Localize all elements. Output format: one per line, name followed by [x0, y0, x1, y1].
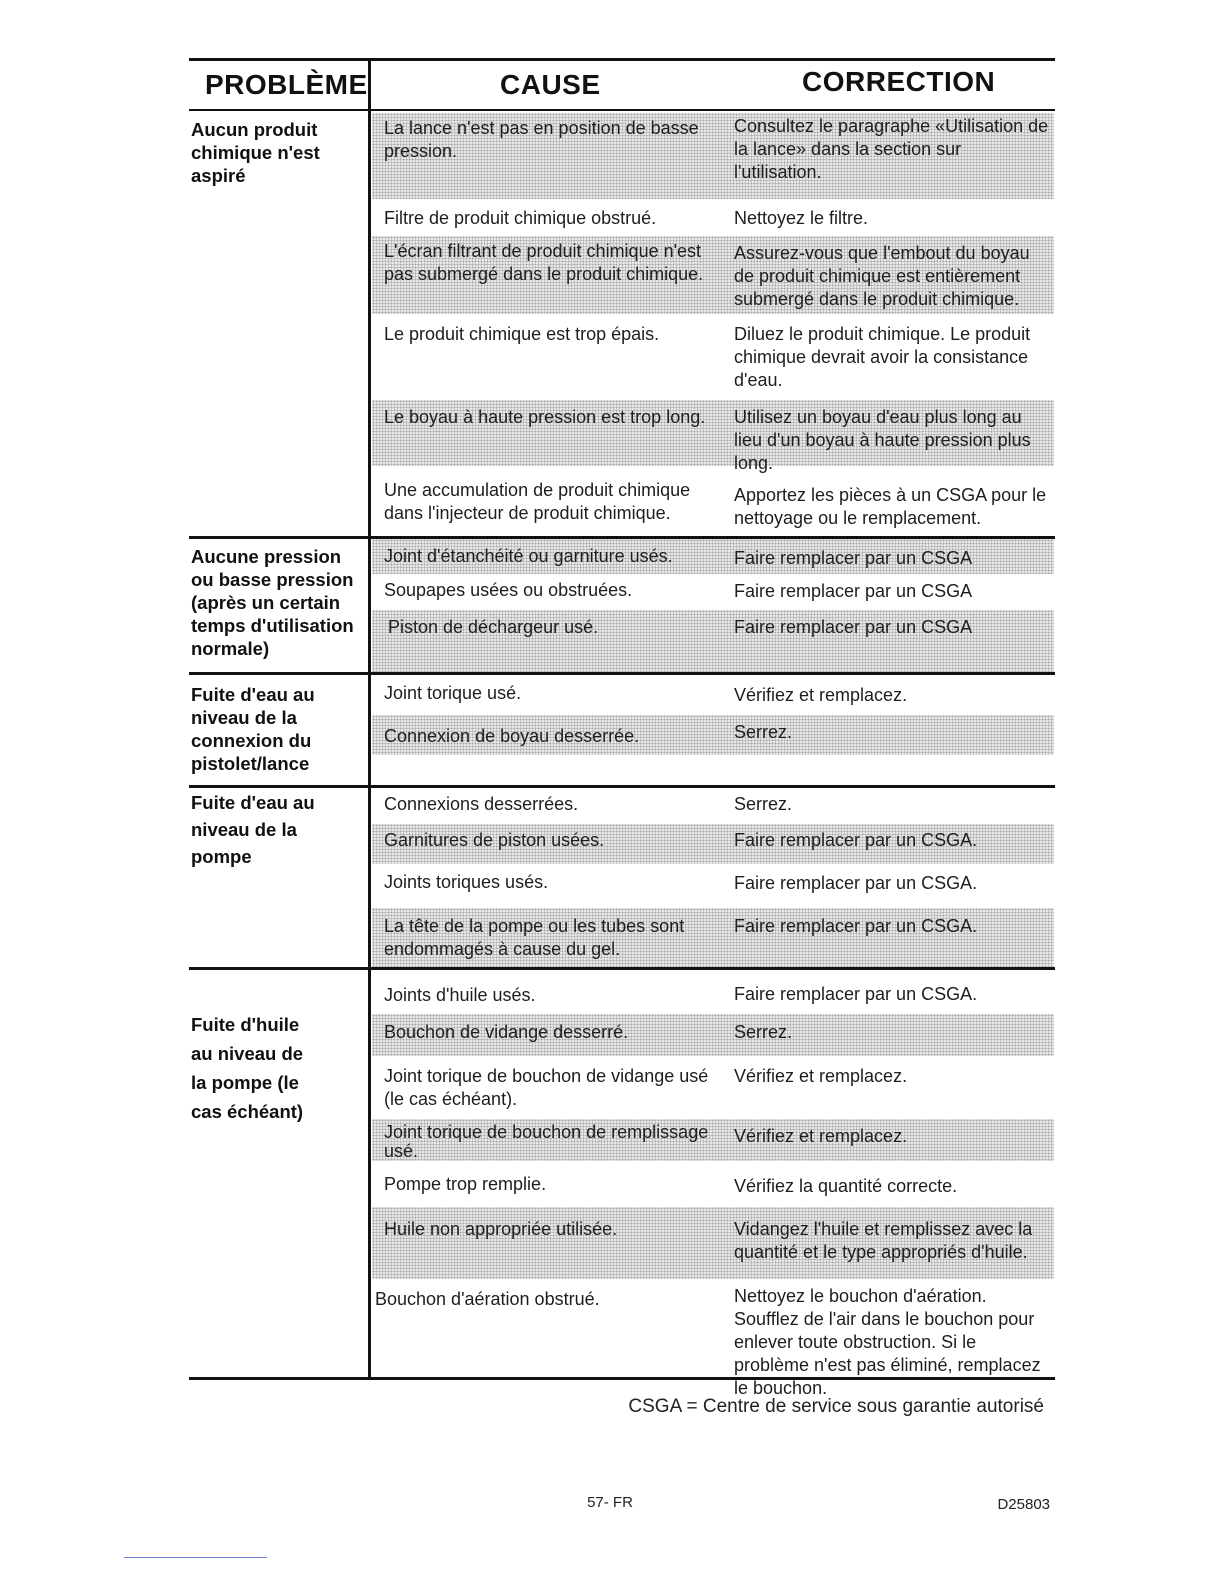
problem-label-2: Aucune pression ou basse pression (après un certain temps d'utilisation normale): [191, 546, 354, 659]
table-row: [372, 1014, 1054, 1056]
table-row: [372, 1279, 1054, 1398]
table-row: [372, 466, 1054, 536]
cause-cell: Joints d'huile usés.: [384, 985, 536, 1005]
cause-cell: Connexion de boyau desserrée.: [384, 726, 640, 746]
cause-cell: Joint torique de bouchon de vidange usé (le cas échéant).: [384, 1066, 709, 1109]
correction-cell: Faire remplacer par un CSGA.: [734, 830, 978, 850]
cause-cell: La tête de la pompe ou les tubes sont endommagés à cause du gel.: [384, 916, 685, 959]
bottom-divider: [124, 1557, 267, 1558]
cause-cell: Soupapes usées ou obstruées.: [384, 580, 633, 600]
problem-label-5: Fuite d'huile au niveau de la pompe (le cas échéant): [191, 1014, 304, 1122]
correction-cell: Vérifiez et remplacez.: [734, 685, 908, 705]
table-row: [372, 715, 1054, 755]
header-bottom-rule: [189, 109, 1055, 111]
cause-cell: La lance n'est pas en position de basse pression.: [384, 118, 699, 161]
cause-cell: Bouchon de vidange desserré.: [384, 1022, 629, 1042]
table-row: [372, 539, 1054, 574]
cause-cell: Une accumulation de produit chimique dans l'injecteur de produit chimique.: [384, 480, 691, 523]
correction-cell: Consultez le paragraphe «Utilisation de la lance» dans la section sur l'utilisation.: [734, 116, 1049, 182]
cause-cell: Joint d'étanchéité ou garniture usés.: [384, 546, 673, 566]
document-code: D25803: [997, 1496, 1050, 1513]
cause-cell: Joint torique usé.: [384, 683, 522, 703]
cause-cell: Joints toriques usés.: [384, 872, 549, 892]
correction-cell: Serrez.: [734, 1022, 793, 1042]
cause-cell: Pompe trop remplie.: [384, 1174, 547, 1194]
table-row: [372, 574, 1054, 610]
header-probleme: PROBLÈME: [205, 69, 368, 100]
correction-cell: Serrez.: [734, 794, 793, 814]
table-row: [372, 1161, 1054, 1207]
correction-cell: Faire remplacer par un CSGA: [734, 617, 973, 637]
cause-cell: Huile non appropriée utilisée.: [384, 1219, 618, 1239]
column-divider: [368, 58, 371, 1380]
problem-label-3: Fuite d'eau au niveau de la connexion du pistolet/lance: [191, 684, 315, 774]
cause-cell: Joint torique de bouchon de remplissage usé.: [384, 1122, 709, 1161]
correction-cell: Faire remplacer par un CSGA: [734, 548, 973, 568]
table-row: [372, 675, 1054, 715]
correction-cell: Vérifiez et remplacez.: [734, 1126, 908, 1146]
table-row: [372, 610, 1054, 672]
table-row: [372, 970, 1054, 1014]
correction-cell: Faire remplacer par un CSGA.: [734, 984, 978, 1004]
table-row: [372, 314, 1054, 400]
footnote: CSGA = Centre de service sous garantie autorisé: [628, 1396, 1044, 1417]
cause-cell: Le boyau à haute pression est trop long.: [384, 407, 706, 427]
correction-cell: Serrez.: [734, 722, 793, 742]
table-row: [372, 400, 1054, 473]
cause-cell: Bouchon d'aération obstrué.: [375, 1289, 600, 1309]
correction-cell: Vérifiez la quantité correcte.: [734, 1176, 958, 1196]
cause-cell: Le produit chimique est trop épais.: [384, 324, 660, 344]
correction-cell: Assurez-vous que l'embout du boyau de produit chimique est entièrement submergé dans le produit chimique.: [734, 243, 1030, 309]
correction-cell: Nettoyez le bouchon d'aération. Soufflez de l'air dans le bouchon pour enlever toute obstruction. Si le problème n'est pas éliminé, remplacez le bouchon.: [734, 1286, 1041, 1398]
header-correction: CORRECTION: [802, 66, 996, 97]
correction-cell: Diluez le produit chimique. Le produit chimique devrait avoir la consistance d'eau.: [734, 324, 1031, 390]
page-number: 57- FR: [587, 1494, 633, 1511]
cause-cell: Filtre de produit chimique obstrué.: [384, 208, 657, 228]
table-row: [372, 1056, 1054, 1119]
correction-cell: Faire remplacer par un CSGA.: [734, 873, 978, 893]
correction-cell: Nettoyez le filtre.: [734, 208, 869, 228]
correction-cell: Vidangez l'huile et remplissez avec la quantité et le type appropriés d'huile.: [734, 1219, 1033, 1262]
table-top-rule: [189, 58, 1055, 61]
table-row: [372, 824, 1054, 864]
table-row: [372, 113, 1054, 199]
cause-cell: Garnitures de piston usées.: [384, 830, 605, 850]
table-row: [372, 236, 1054, 314]
problem-label-1: Aucun produit chimique n'est aspiré: [191, 119, 320, 186]
problem-label-4: Fuite d'eau au niveau de la pompe: [191, 792, 315, 867]
table-row: [372, 788, 1054, 824]
correction-cell: Vérifiez et remplacez.: [734, 1066, 908, 1086]
table-row: [372, 864, 1054, 908]
correction-cell: Utilisez un boyau d'eau plus long au lieu d'un boyau à haute pression plus long.: [734, 407, 1031, 473]
table-row: [372, 1119, 1054, 1161]
correction-cell: Apportez les pièces à un CSGA pour le nettoyage ou le remplacement.: [734, 485, 1047, 528]
table-row: [372, 908, 1054, 967]
correction-cell: Faire remplacer par un CSGA: [734, 581, 973, 601]
cause-cell: L'écran filtrant de produit chimique n'est pas submergé dans le produit chimique.: [384, 241, 704, 284]
cause-cell: Connexions desserrées.: [384, 794, 579, 814]
table-row: [372, 199, 1054, 236]
table-row: [372, 1207, 1054, 1279]
correction-cell: Faire remplacer par un CSGA.: [734, 916, 978, 936]
cause-cell: Piston de déchargeur usé.: [388, 617, 599, 637]
header-cause: CAUSE: [500, 69, 601, 100]
